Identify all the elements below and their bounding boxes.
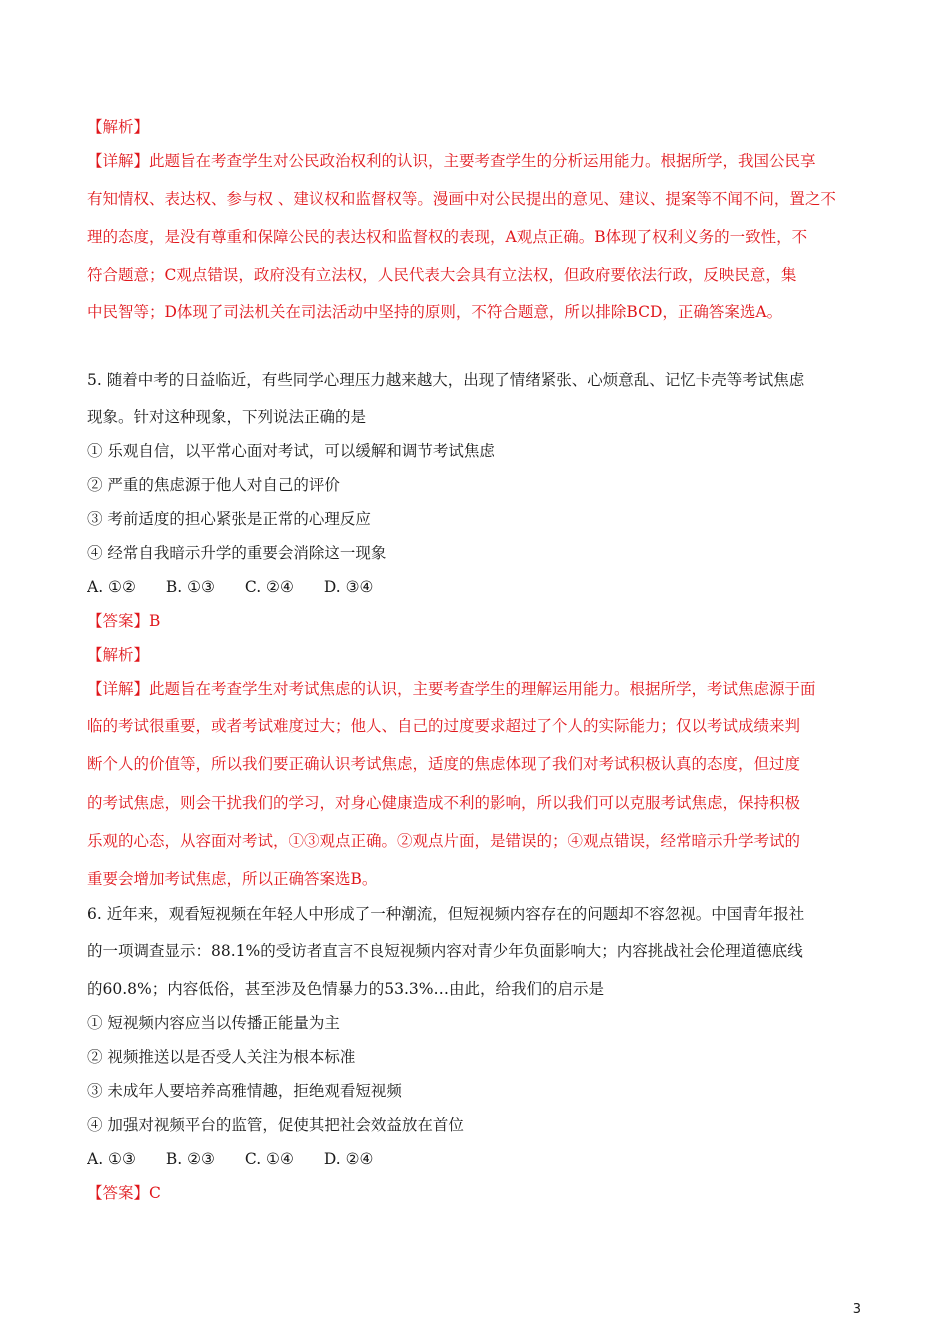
q5-detail-line: 断个人的价值等，所以我们要正确认识考试焦虑，适度的焦虑体现了我们对考试积极认真的态度，但过度 — [87, 755, 801, 773]
q5-detail-line: 的考试焦虑，则会干扰我们的学习，对身心健康造成不利的影响，所以我们可以克服考试焦虑，保持积极 — [87, 794, 801, 812]
q4-detail-line: 有知情权、表达权、参与权 、建议权和监督权等。漫画中对公民提出的意见、建议、提案等不闻不问，置之不 — [87, 190, 836, 208]
q6-option-b: B. ②③ — [165, 1150, 215, 1168]
q6-stem-line: 的60.8%；内容低俗，甚至涉及色情暴力的53.3%…由此，给我们的启示是 — [87, 980, 604, 998]
q6-option-d: D. ②④ — [323, 1150, 374, 1168]
q6-answer-value: C — [149, 1184, 161, 1202]
q5-detail-line: 临的考试很重要，或者考试难度过大；他人、自己的过度要求超过了个人的实际能力；仅以考试成绩来判 — [87, 717, 801, 735]
page-number: 3 — [852, 1302, 861, 1317]
q6-answer — [87, 1183, 877, 1203]
q5-option-c: C. ②④ — [244, 578, 294, 596]
q5-analysis-tag: 【解析】 — [87, 646, 150, 664]
q5-detail-line: 乐观的心态，从容面对考试，①③观点正确。②观点片面，是错误的；④观点错误，经常暗示升学考试的 — [87, 832, 801, 850]
q6-option-a: A. ①③ — [87, 1150, 136, 1168]
q6-options — [87, 1149, 877, 1169]
q5-statement: ① 乐观自信，以平常心面对考试，可以缓解和调节考试焦虑 — [87, 442, 495, 460]
q5-statement: ④ 经常自我暗示升学的重要会消除这一现象 — [87, 544, 387, 562]
q6-answer-tag: 【答案】 — [87, 1184, 150, 1202]
q6-stem-line: 的一项调查显示：88.1%的受访者直言不良短视频内容对青少年负面影响大；内容挑战社会伦理道德底线 — [87, 942, 803, 960]
q5-option-a: A. ①② — [87, 578, 136, 596]
q6-statement: ④ 加强对视频平台的监管，促使其把社会效益放在首位 — [87, 1116, 464, 1134]
q6-statement: ② 视频推送以是否受人关注为根本标准 — [87, 1048, 356, 1066]
q5-statement: ② 严重的焦虑源于他人对自己的评价 — [87, 476, 340, 494]
q4-detail-line: 中民智等；D体现了司法机关在司法活动中坚持的原则，不符合题意，所以排除BCD，正确答案选A。 — [87, 303, 783, 321]
q5-option-d: D. ③④ — [323, 578, 374, 596]
q6-statement: ③ 未成年人要培养高雅情趣，拒绝观看短视频 — [87, 1082, 402, 1100]
q5-stem-line: 现象。针对这种现象，下列说法正确的是 — [87, 408, 367, 426]
q4-detail-line: 理的态度，是没有尊重和保障公民的表达权和监督权的表现，A观点正确。B体现了权利义务的一致性，不 — [87, 228, 808, 246]
q6-option-c: C. ①④ — [244, 1150, 294, 1168]
q5-option-b: B. ①③ — [165, 578, 215, 596]
q4-detail-line: 符合题意；C观点错误，政府没有立法权，人民代表大会具有立法权，但政府要依法行政，反映民意，集 — [87, 266, 797, 284]
q5-answer-value: B — [149, 612, 161, 630]
q5-detail-line: 重要会增加考试焦虑，所以正确答案选B。 — [87, 870, 378, 888]
q5-options — [87, 577, 877, 597]
q5-detail-line: 【详解】此题旨在考查学生对考试焦虑的认识，主要考查学生的理解运用能力。根据所学，考试焦虑源于面 — [87, 680, 816, 698]
q5-statement: ③ 考前适度的担心紧张是正常的心理反应 — [87, 510, 371, 528]
q4-detail-line: 【详解】此题旨在考查学生对公民政治权利的认识，主要考查学生的分析运用能力。根据所学，我国公民享 — [87, 152, 816, 170]
q5-stem-line: 5. 随着中考的日益临近，有些同学心理压力越来越大，出现了情绪紧张、心烦意乱、记忆卡壳等考试焦虑 — [87, 371, 805, 389]
q6-stem-line: 6. 近年来，观看短视频在年轻人中形成了一种潮流，但短视频内容存在的问题却不容忽视。中国青年报社 — [87, 905, 805, 923]
q6-statement: ① 短视频内容应当以传播正能量为主 — [87, 1014, 340, 1032]
q5-answer — [87, 611, 877, 631]
q4-analysis-tag: 【解析】 — [87, 118, 150, 136]
q5-answer-tag: 【答案】 — [87, 612, 150, 630]
